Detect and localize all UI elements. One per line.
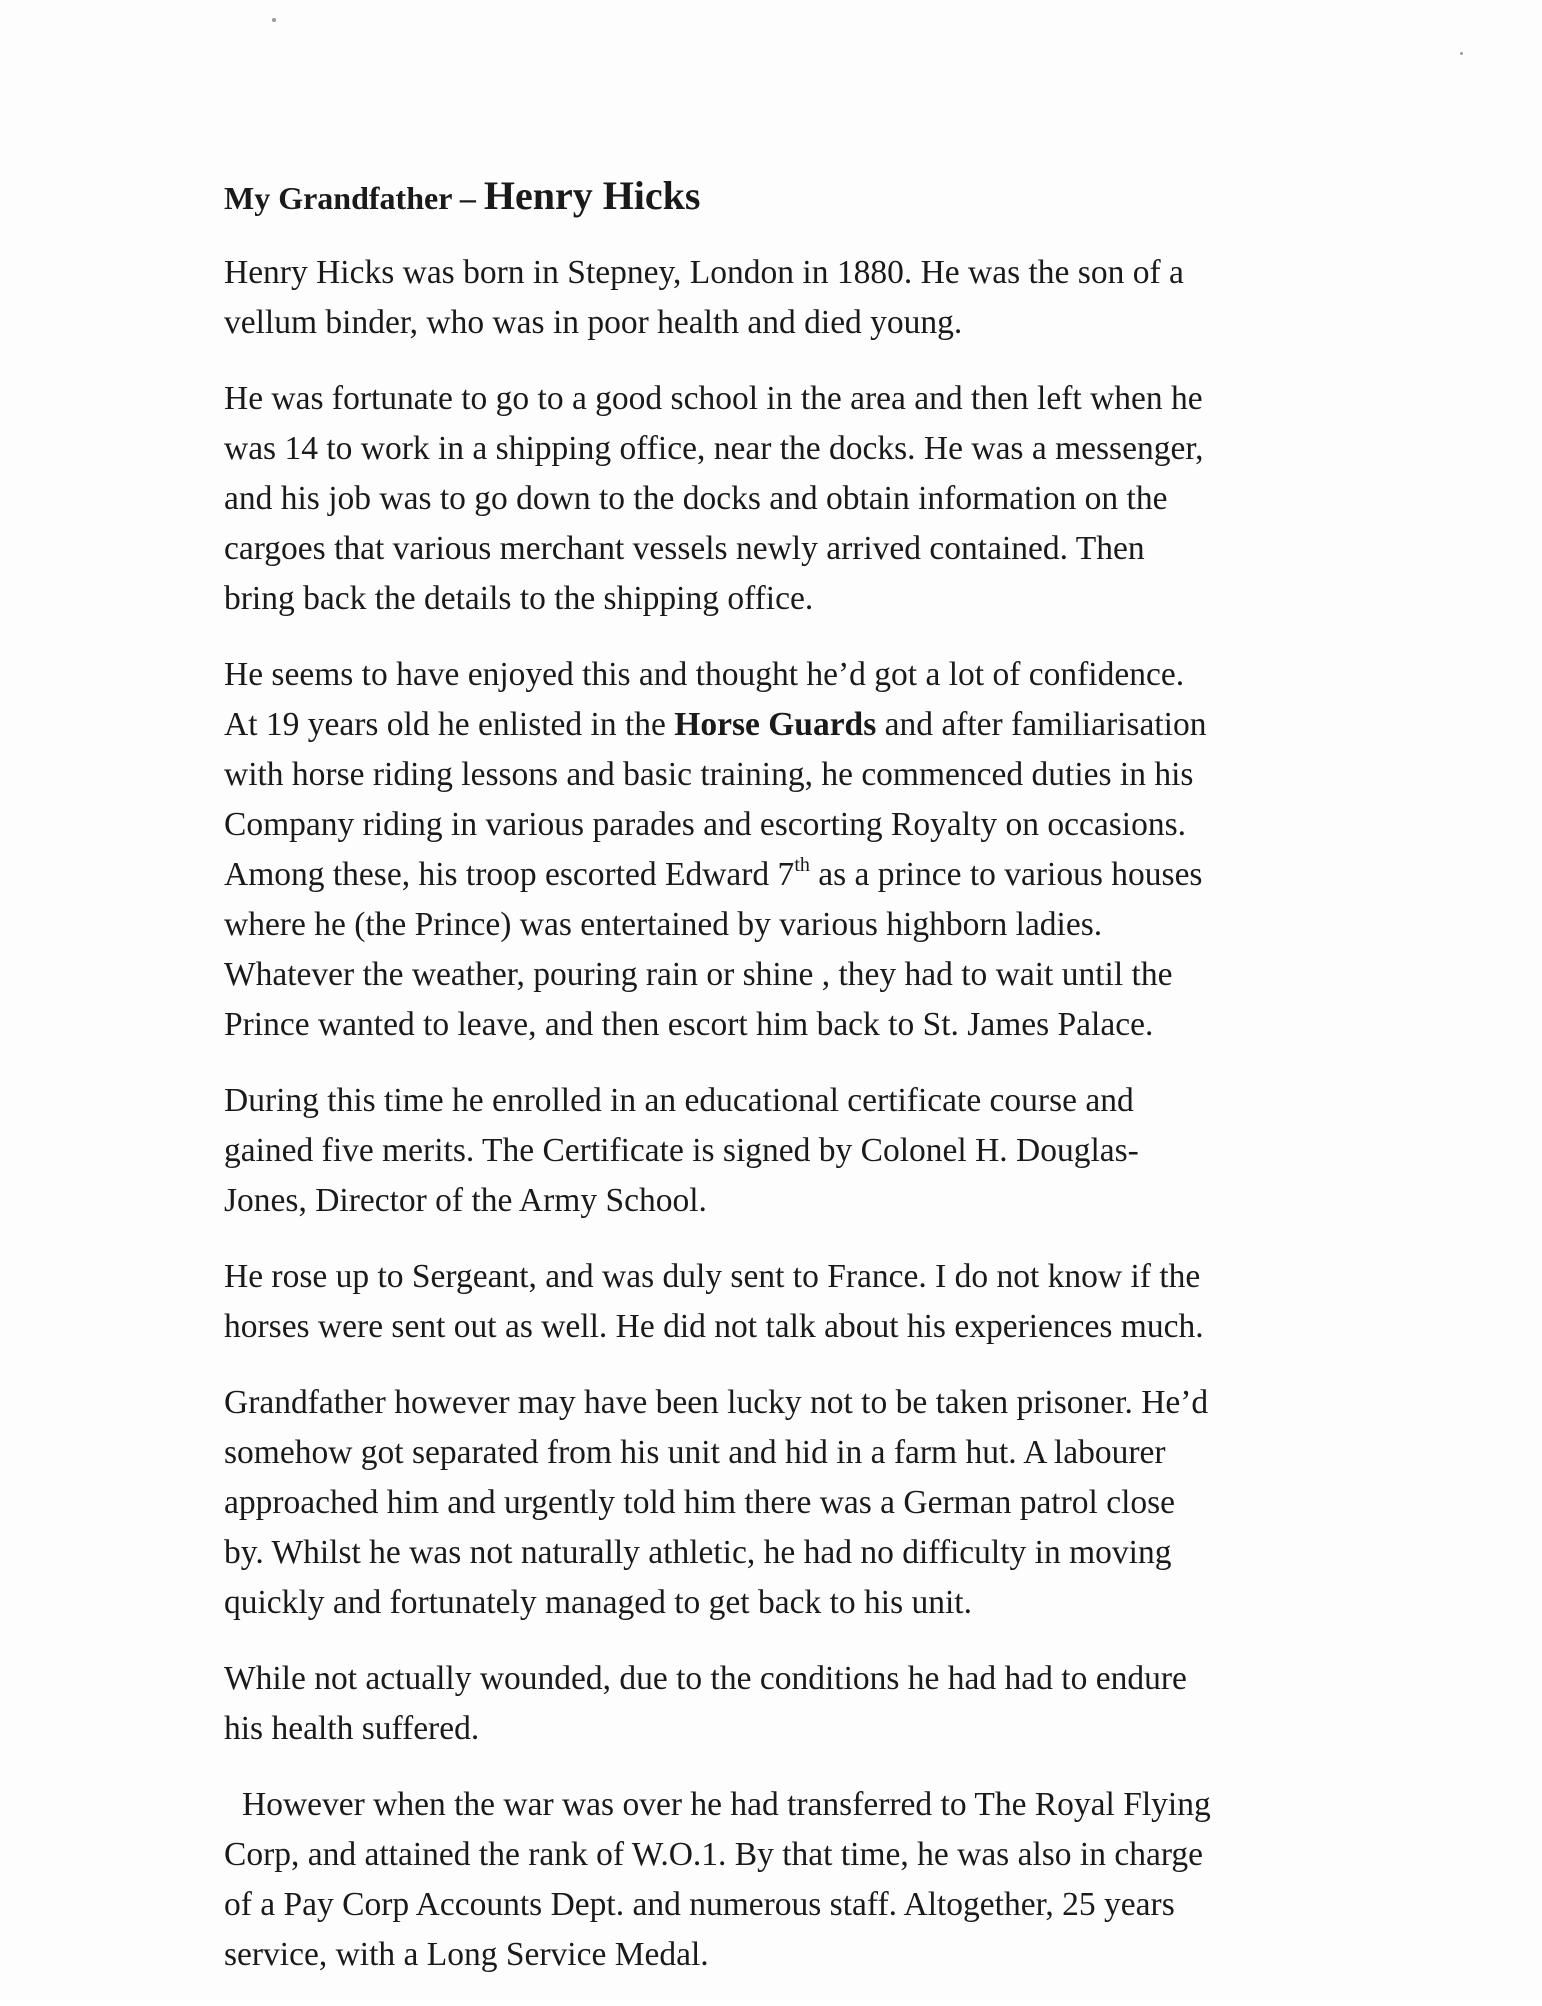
text-line: gained five merits. The Certificate is signed by Colonel H. Douglas-: [224, 1132, 1139, 1169]
text-line: by. Whilst he was not naturally athletic, he had no difficulty in moving: [224, 1534, 1172, 1571]
text-line: service, with a Long Service Medal.: [224, 1936, 709, 1973]
line-segment: At 19 years old he enlisted in the: [224, 706, 675, 743]
text-line: [224, 850, 1354, 900]
text-line: Prince wanted to leave, and then escort him back to St. James Palace.: [224, 1006, 1154, 1043]
paragraph: [224, 1252, 1354, 1352]
bold-phrase: Horse Guards: [674, 706, 877, 743]
text-line: [224, 700, 1354, 750]
scan-speck: [1460, 52, 1463, 55]
document-body: [224, 168, 1354, 2006]
line-segment: and after familiarisation: [876, 706, 1207, 743]
text-line: of a Pay Corp Accounts Dept. and numerous staff. Altogether, 25 years: [224, 1886, 1175, 1923]
title-name: Henry Hicks: [483, 173, 701, 218]
paragraph-list: [224, 248, 1354, 1980]
text-line: approached him and urgently told him there was a German patrol close: [224, 1484, 1176, 1521]
text-line: However when the war was over he had transferred to The Royal Flying: [242, 1786, 1211, 1823]
text-line: Corp, and attained the rank of W.O.1. By that time, he was also in charge: [224, 1836, 1204, 1873]
scan-speck: [272, 18, 276, 22]
line-segment: as a prince to various houses: [809, 856, 1203, 893]
text-line: quickly and fortunately managed to get back to his unit.: [224, 1584, 972, 1621]
text-line: Grandfather however may have been lucky not to be taken prisoner. He’d: [224, 1384, 1209, 1421]
line-segment: Among these, his troop escorted Edward 7: [224, 856, 795, 893]
paragraph: [224, 374, 1354, 624]
text-line: During this time he enrolled in an educational certificate course and: [224, 1082, 1134, 1119]
paragraph: [224, 248, 1354, 348]
text-line: somehow got separated from his unit and hid in a farm hut. A labourer: [224, 1434, 1166, 1471]
text-line: He seems to have enjoyed this and thought he’d got a lot of confidence.: [224, 656, 1185, 693]
title-prefix: My Grandfather –: [224, 180, 484, 216]
ordinal-superscript: th: [794, 854, 810, 876]
paragraph: [224, 1654, 1354, 1754]
text-line: and his job was to go down to the docks and obtain information on the: [224, 480, 1168, 517]
text-line: horses were sent out as well. He did not talk about his experiences much.: [224, 1308, 1204, 1345]
text-line: his health suffered.: [224, 1710, 480, 1747]
text-line: bring back the details to the shipping office.: [224, 580, 814, 617]
text-line: where he (the Prince) was entertained by various highborn ladies.: [224, 906, 1103, 943]
text-line: Company riding in various parades and escorting Royalty on occasions.: [224, 806, 1186, 843]
text-line: was 14 to work in a shipping office, near the docks. He was a messenger,: [224, 430, 1204, 467]
text-line: He rose up to Sergeant, and was duly sent to France. I do not know if the: [224, 1258, 1201, 1295]
page-title: [224, 168, 1354, 226]
text-line: He was fortunate to go to a good school in the area and then left when he: [224, 380, 1203, 417]
paragraph: [224, 1076, 1354, 1226]
paragraph: [224, 1378, 1354, 1628]
text-line: While not actually wounded, due to the conditions he had had to endure: [224, 1660, 1187, 1697]
paragraph: [224, 1780, 1354, 1980]
text-line: cargoes that various merchant vessels newly arrived contained. Then: [224, 530, 1145, 567]
paragraph: [224, 650, 1354, 1050]
text-line: Jones, Director of the Army School.: [224, 1182, 707, 1219]
text-line: vellum binder, who was in poor health and died young.: [224, 304, 963, 341]
text-line: with horse riding lessons and basic training, he commenced duties in his: [224, 756, 1194, 793]
text-line: Whatever the weather, pouring rain or shine , they had to wait until the: [224, 956, 1173, 993]
text-line: Henry Hicks was born in Stepney, London in 1880. He was the son of a: [224, 254, 1184, 291]
